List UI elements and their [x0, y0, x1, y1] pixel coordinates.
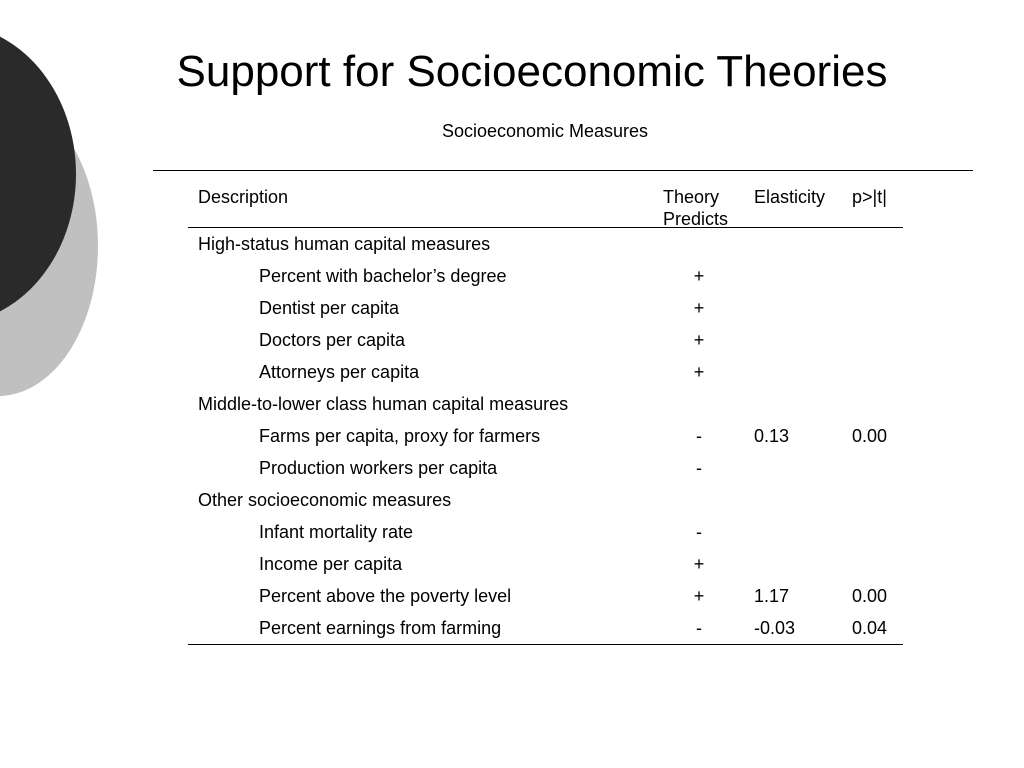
header-description: Description — [198, 187, 289, 207]
measure-label: Farms per capita, proxy for farmers — [259, 426, 541, 446]
theory-predicts-cell: - — [696, 618, 702, 638]
measure-label: Attorneys per capita — [259, 362, 420, 382]
p-value-cell: 0.04 — [852, 618, 888, 638]
table-row — [188, 420, 903, 452]
table-row — [188, 580, 903, 612]
measure-label: Doctors per capita — [259, 330, 406, 350]
table-header — [188, 184, 903, 228]
theory-predicts-cell: - — [696, 426, 702, 446]
measure-label: Infant mortality rate — [259, 522, 414, 542]
header-theory-text: Theory Predicts — [663, 187, 729, 229]
table-row — [188, 548, 903, 580]
measure-label: Percent above the poverty level — [259, 586, 512, 606]
top-rule-divider — [153, 170, 973, 171]
table-row — [188, 516, 903, 548]
elasticity-cell: 1.17 — [754, 586, 790, 606]
category-label: Middle-to-lower class human capital measures — [198, 394, 569, 414]
theory-predicts-cell: + — [693, 362, 705, 382]
p-value-cell: 0.00 — [852, 586, 888, 606]
measures-table — [188, 184, 903, 645]
elasticity-cell: -0.03 — [754, 618, 796, 638]
table-row — [188, 260, 903, 292]
table-body — [188, 228, 903, 645]
table-row — [188, 356, 903, 388]
category-label: High-status human capital measures — [198, 234, 491, 254]
theory-predicts-cell: - — [696, 522, 702, 542]
table-category-row — [188, 388, 903, 420]
p-value-cell: 0.00 — [852, 426, 888, 446]
table-row — [188, 612, 903, 645]
table-category-row — [188, 484, 903, 516]
header-elasticity: Elasticity — [754, 187, 826, 207]
table-row — [188, 292, 903, 324]
measure-label: Production workers per capita — [259, 458, 498, 478]
header-p-value: p>|t| — [852, 187, 887, 207]
measure-label: Income per capita — [259, 554, 403, 574]
theory-predicts-cell: + — [693, 586, 705, 606]
table-row — [188, 324, 903, 356]
header-theory-predicts — [663, 186, 728, 230]
category-label: Other socioeconomic measures — [198, 490, 452, 510]
measure-label: Percent earnings from farming — [259, 618, 502, 638]
measure-label: Percent with bachelor’s degree — [259, 266, 507, 286]
elasticity-cell: 0.13 — [754, 426, 790, 446]
measure-label: Dentist per capita — [259, 298, 400, 318]
slide-subtitle: Socioeconomic Measures — [441, 121, 649, 141]
table-category-row — [188, 228, 903, 260]
theory-predicts-cell: + — [693, 554, 705, 574]
theory-predicts-cell: - — [696, 458, 702, 478]
theory-predicts-cell: + — [693, 298, 705, 318]
theory-predicts-cell: + — [693, 266, 705, 286]
slide-title: Support for Socioeconomic Theories — [176, 47, 888, 96]
table-row — [188, 452, 903, 484]
theory-predicts-cell: + — [693, 330, 705, 350]
